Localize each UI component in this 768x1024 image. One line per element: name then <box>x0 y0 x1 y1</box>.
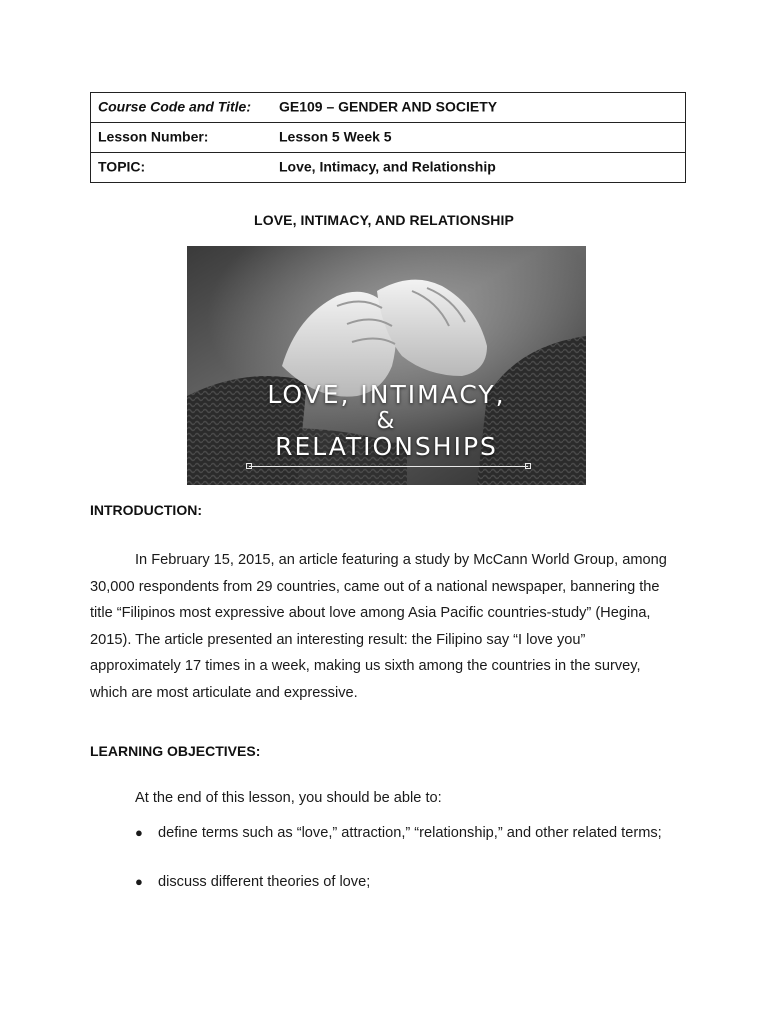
objectives-heading: LEARNING OBJECTIVES: <box>90 743 261 759</box>
lesson-value: Lesson 5 Week 5 <box>279 128 392 145</box>
topic-value: Love, Intimacy, and Relationship <box>279 158 496 175</box>
topic-row <box>91 153 686 183</box>
hero-underline <box>249 466 528 467</box>
hero-underline-right-handle <box>525 463 531 469</box>
hero-underline-left-handle <box>246 463 252 469</box>
lesson-label: Lesson Number: <box>98 128 209 145</box>
introduction-heading: INTRODUCTION: <box>90 502 202 518</box>
bullet-icon: ● <box>135 874 143 889</box>
page-title: LOVE, INTIMACY, AND RELATIONSHIP <box>254 212 514 228</box>
bullet-icon: ● <box>135 825 143 840</box>
course-row <box>91 93 686 123</box>
course-info-table <box>90 92 686 183</box>
intro-line-5: approximately 17 times in a week, making us sixth among the countries in the survey, <box>90 658 641 674</box>
course-value: GE109 – GENDER AND SOCIETY <box>279 98 498 115</box>
objective-text: define terms such as “love,” attraction,” “relationship,” and other related terms; <box>158 825 662 841</box>
hero-image <box>187 246 586 485</box>
intro-line-3: title “Filipinos most expressive about love among Asia Pacific countries-study” (Hegina, <box>90 605 651 621</box>
hero-text-line-3: RELATIONSHIPS <box>275 432 498 461</box>
hero-text-line-2: & <box>376 408 397 434</box>
objective-text: discuss different theories of love; <box>158 874 371 890</box>
intro-line-4: 2015). The article presented an interesting result: the Filipino say “I love you” <box>90 631 586 648</box>
hero-text-line-1: LOVE, INTIMACY, <box>267 380 506 409</box>
topic-label: TOPIC: <box>98 158 146 175</box>
objectives-lead: At the end of this lesson, you should be able to: <box>135 790 442 806</box>
lesson-row <box>91 123 686 153</box>
course-label: Course Code and Title: <box>98 98 251 115</box>
intro-line-6: which are most articulate and expressive. <box>90 684 358 701</box>
introduction-paragraph <box>90 547 690 706</box>
intro-line-1: In February 15, 2015, an article featuring a study by McCann World Group, among <box>135 552 667 568</box>
intro-line-2: 30,000 respondents from 29 countries, came out of a national newspaper, bannering the <box>90 578 660 595</box>
